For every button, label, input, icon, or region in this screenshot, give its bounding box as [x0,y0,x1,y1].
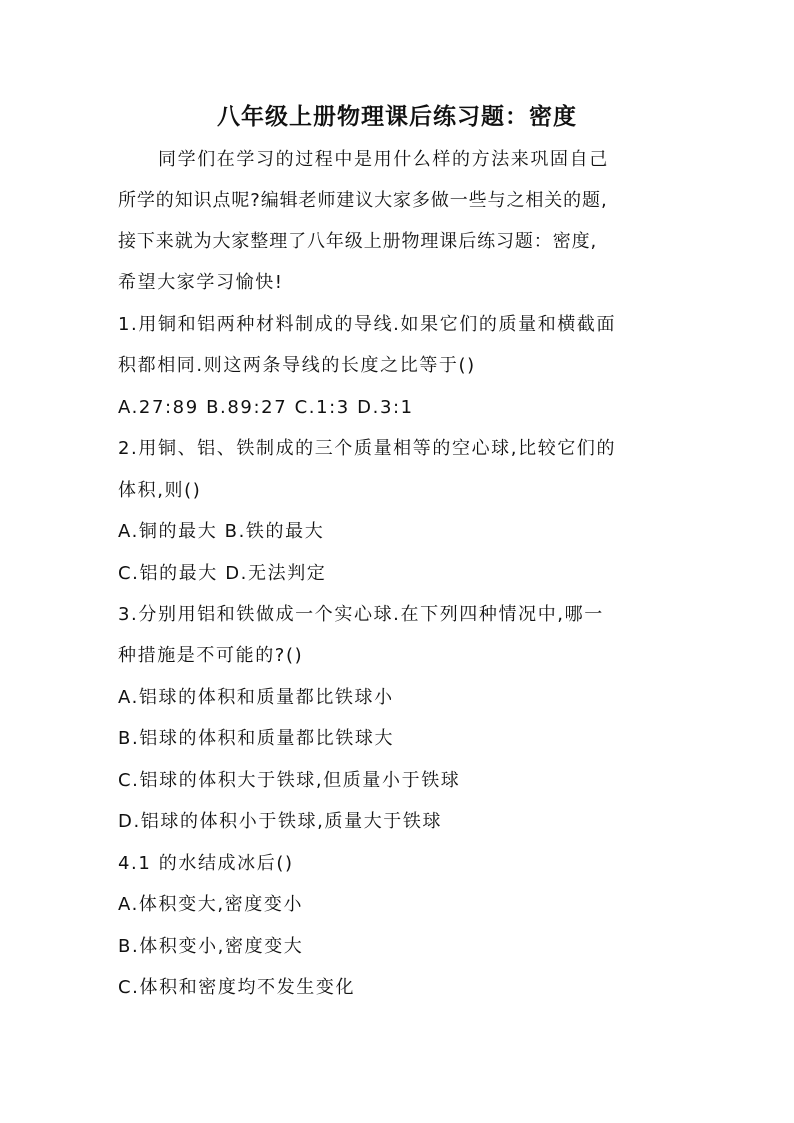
question-3-stem: 种措施是不可能的?() [118,645,304,666]
question-4-option: A.体积变大,密度变小 [118,894,304,915]
question-1-stem: 积都相同.则这两条导线的长度之比等于() [118,355,476,376]
question-2-option: A.铜的最大 B.铁的最大 [118,521,325,542]
question-4-stem: 4.1 的水结成冰后() [118,853,294,874]
question-3-option: C.铝球的体积大于铁球,但质量小于铁球 [118,770,461,791]
question-4-option: B.体积变小,密度变大 [118,936,304,957]
question-3-stem: 3.分别用铝和铁做成一个实心球.在下列四种情况中,哪一 [118,604,604,625]
document-title: 八年级上册物理课后练习题：密度 [217,103,577,130]
intro-line: 同学们在学习的过程中是用什么样的方法来巩固自己 [158,149,609,170]
question-2-stem: 2.用铜、铝、铁制成的三个质量相等的空心球,比较它们的 [118,438,617,459]
intro-line: 接下来就为大家整理了八年级上册物理课后练习题：密度, [118,231,598,252]
intro-line: 所学的知识点呢?编辑老师建议大家多做一些与之相关的题, [118,190,608,211]
question-3-option: B.铝球的体积和质量都比铁球大 [118,728,395,749]
question-2-option: C.铝的最大 D.无法判定 [118,563,327,584]
question-4-option: C.体积和密度均不发生变化 [118,977,356,998]
intro-line: 希望大家学习愉快! [118,272,284,293]
question-2-stem: 体积,则() [118,480,202,501]
question-3-option: A.铝球的体积和质量都比铁球小 [118,687,394,708]
question-1-stem: 1.用铜和铝两种材料制成的导线.如果它们的质量和横截面 [118,314,617,335]
question-1-options: A.27:89 B.89:27 C.1:3 D.3:1 [118,397,414,418]
question-3-option: D.铝球的体积小于铁球,质量大于铁球 [118,811,443,832]
